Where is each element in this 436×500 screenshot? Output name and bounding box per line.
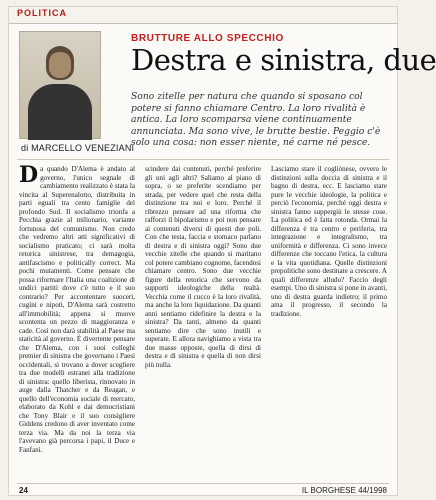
body-column-2: scindere dai contenuti, perché preferire gli uni agli altri? Saliamo al piano di sopra, o se preferite scendiamo per strada, per vedere quel che resta della distinzione tra noi e loro. Perché il ribrezzo pensare ad una riforma che rafforzi il bipolarismo e poi non pensare ai contenuti diversi di questi due poli. Con che testa, faccia e stomaco parlano di destra e di sinistra oggi? Sono due vecchie zitelle che quando si maritano col potere cambiano cognome, facendosi chiamare centro. Sono due vecchie figure della retorica che servono da supporti ideologiche della realtà. Vecchia come il cucco è la loro rivalità, ma anche la loro liquidazione. Da quanti anni sentiamo ridefinire la destra e la sinistra? Da tanti, almeno da quanti sentiamo dire che sono inutili e superate. E allora navighiamo a vista tra due masse opposte, quella di dirsi di destra e di sinistra e quella di non dirsi più nulla. [145, 165, 262, 369]
headline: Destra e sinistra, due [131, 43, 436, 77]
drop-cap: D [19, 162, 39, 188]
magazine-issue: IL BORGHESE 44/1998 [301, 486, 387, 495]
byline: di MARCELLO VENEZIANI [21, 143, 135, 153]
column-1-text: a quando D'Alema è andato al governo, l'unico segnale di cambiamento realizzato è stata la vincita al Superenalotto, distribuita in parti eguali tra cento famiglie del profondo Sud. Il socialismo trionfa a Pecchia grazie al milionario, variante fortunosa del comunismo. Non credo che vedremo altri atti significativi di socialismo praticato; ci sarà molta retorica sinistrese, tra demagogia, antifascismo e politically correct. Ma pochi mutamenti. Come pensare che possa riformare l'Italia una coalizione di undici partiti dove c'è tutto e il suo contrario? Per accontentare suoceri, cugini e nipoti, D'Alema sarà costretto all'immobilità; appena si muove scontenta un pezzo di maggioranza e cade. Così non darà stabilità al Paese ma staticità al governo. È divertente pensare che D'Alema, con i suoi colleghi premier di sinistra che governano i Paesi occidentali, si trovano a dover scegliere tra due modelli estranei alla tradizione di sinistra: quello liberista, rinnovato in auge dalla Thatcher e da Reagan, e quello dell'economia sociale di mercato, elaborato da Kohl e dai democristiani che Tony Blair e il suo consigliere Giddens credono di aver inventato come terza via. Ma da noi la terza via l'avevano già percorsa i papi, il Duce e Fanfani. [19, 165, 135, 454]
section-label: POLITICA [17, 8, 67, 18]
body-column-1 [19, 162, 135, 479]
article-dek: Sono zitelle per natura che quando si sposano col potere si fanno chiamare Centro. La loro rivalità è antica. La loro scomparsa viene continuamente annunciata. Ma sono vive, le brutte bestie. Peggio c'è solo una cosa: non esser niente, né carne né pesce. [131, 91, 381, 148]
page-number: 24 [19, 486, 28, 495]
section-header-bar [9, 7, 397, 24]
divider [17, 159, 389, 160]
body-column-3: Lasciamo stare il cogliònese, ovvero le distinzioni sulla doccia di sinistra e il bagno di destra, ecc. E lasciamo stare pure le vecchie ideologie, la politica e perciò l'economia, perché oggi destra e sinistra fanno suppergiù le stesse cose. La politica ed è fatta rotonda. Ormai la differenza è tra centro e periferia, tra integrazione e integralismo, tra uniformità e differenza. Ci sono invece differenze che toccano l'etica, la cultura e la vita quotidiana. Quelle distinzioni prepolitiche sono destinate a crescere. A quali differenze alludo? Faccio degli esempi. Uno di sinistra si pone in avanti, uno di destra guarda indietro; il primo ama il progresso, il secondo la tradizione. [271, 165, 387, 318]
rubric: BRUTTURE ALLO SPECCHIO [131, 33, 284, 44]
page-footer [17, 483, 389, 494]
author-portrait [19, 31, 101, 139]
magazine-page [8, 6, 436, 496]
